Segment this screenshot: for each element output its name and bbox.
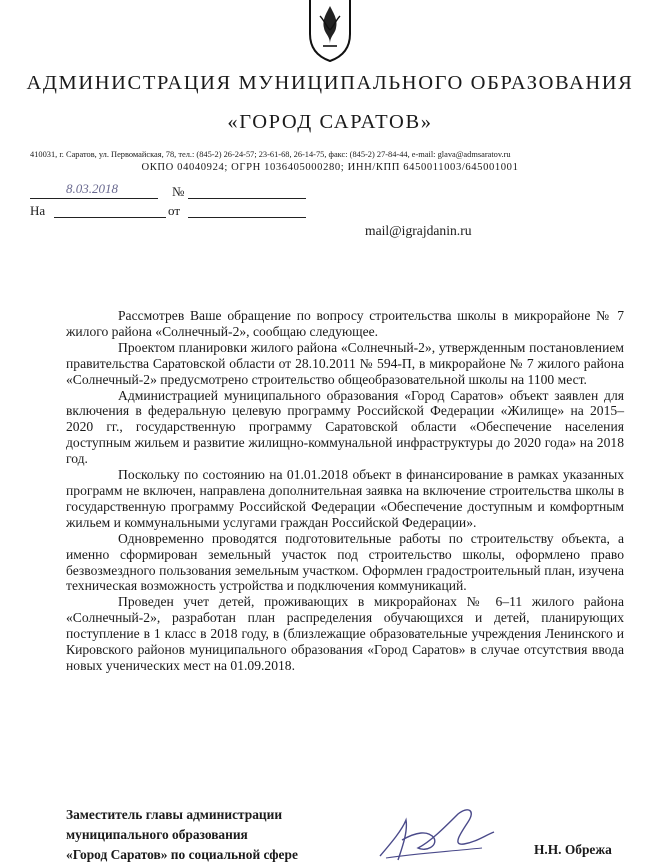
number-label: №	[172, 184, 185, 199]
signatory-position	[66, 805, 298, 865]
coat-of-arms-emblem	[306, 0, 354, 62]
reply-label: На	[30, 203, 46, 218]
date-underline	[30, 198, 158, 199]
handwritten-date: 8.03.2018	[66, 181, 118, 196]
organization-title: АДМИНИСТРАЦИЯ МУНИЦИПАЛЬНОГО ОБРАЗОВАНИЯ	[26, 72, 634, 94]
body-paragraph: Проектом планировки жилого района «Солнечный-2», утвержденным постановлением правительства Саратовской области от 28.10.2011 № 594-П, в микрорайоне № 7 жилого района «Солнечный-2» предусмотрено строительство общеобразовательной школы на 1100 мест.	[66, 339, 624, 387]
from-underline	[188, 217, 306, 218]
body-paragraph: Проведен учет детей, проживающих в микрорайонах № 6–11 жилого района «Солнечный-2», разработан план распределения обучающихся и детей, планирующих поступление в 1 класс в 2018 году, в (близлежащие образовательные учреждения Ленинского и Кировского районов муниципального образования «Город Саратов» в случае отсутствия ввода новых ученических мест на 01.09.2018.	[66, 594, 624, 673]
letter-body	[66, 308, 624, 674]
recipient-email: mail@igrajdanin.ru	[365, 223, 472, 238]
reply-underline	[54, 217, 166, 218]
registration-date-row	[30, 181, 320, 204]
registry-line: ОКПО 04040924; ОГРН 1036405000280; ИНН/КПП 6450011003/645001001	[141, 162, 519, 173]
position-line: «Город Саратов» по социальной сфере	[66, 847, 298, 862]
position-line: Заместитель главы администрации	[66, 807, 283, 822]
number-underline	[188, 198, 306, 199]
position-line: муниципального образования	[66, 827, 248, 842]
signatory-name: Н.Н. Обрежа	[534, 842, 612, 857]
body-paragraph: Одновременно проводятся подготовительные работы по строительству объекта, а именно сформирован земельный участок под строительство школы, оформлено право безвозмездного пользования земельным участком. Оформлен градостроительный план, изучена техническая возможность устройства и подключения коммуникаций.	[66, 530, 624, 594]
from-label: от	[168, 203, 181, 218]
handwritten-signature	[372, 802, 502, 866]
body-paragraph: Рассмотрев Ваше обращение по вопросу строительства школы в микрорайоне № 7 жилого района «Солнечный-2», сообщаю следующее.	[66, 308, 624, 339]
body-paragraph: Администрацией муниципального образования «Город Саратов» объект заявлен для включения в федеральную целевую программу Российской Федерации «Жилище» на 2015–2020 гг., государственную программу Саратовской области «Обеспечение населения доступным жильем и развитие жилищно-коммунальной инфраструктуры до 2020 года» на 2018 год.	[66, 387, 624, 467]
body-paragraph: Поскольку по состоянию на 01.01.2018 объект в финансирование в рамках указанных программ не включен, направлена дополнительная заявка на включение строительства школы в государственную программу Российской Федерации «Обеспечение доступным и комфортным жильем и коммунальными услугами граждан Российской Федерации».	[66, 467, 624, 530]
organization-city: «ГОРОД САРАТОВ»	[227, 111, 433, 133]
contact-line: 410031, г. Саратов, ул. Первомайская, 78, тел.: (845-2) 26-24-57; 23-61-68, 26-14-75, факс: (845-2) 27-84-44, e-mail: glava@admsaratov.ru	[30, 150, 511, 159]
registration-reply-row	[30, 203, 320, 223]
